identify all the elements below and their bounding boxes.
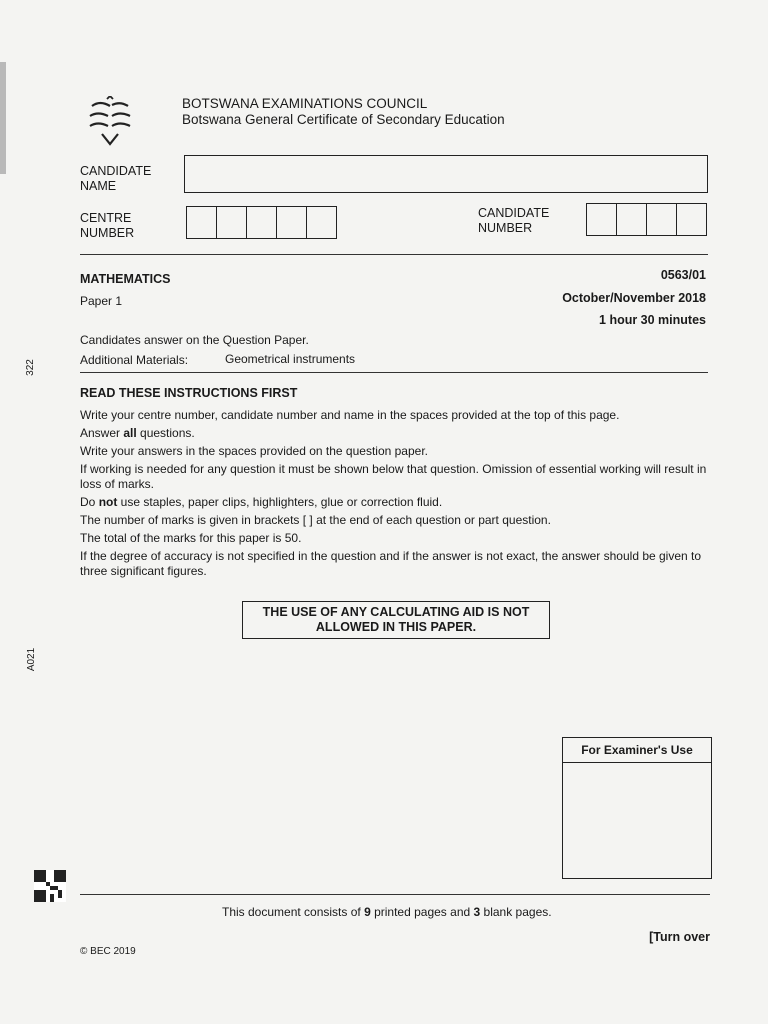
divider [80,372,708,373]
candidate-name-label: CANDIDATE NAME [80,164,152,193]
certificate-name: Botswana General Certificate of Secondary Education [182,112,505,127]
instruction-item: Write your answers in the spaces provided on the question paper. [80,444,428,458]
centre-number-field[interactable] [186,206,337,239]
paper-number: Paper 1 [80,294,123,308]
exam-duration: 1 hour 30 minutes [599,313,706,327]
bec-logo-icon [86,96,134,148]
materials-label: Additional Materials: [80,353,189,367]
centre-number-cell[interactable] [307,207,336,238]
candidate-number-label: CANDIDATE NUMBER [478,206,550,235]
candidate-number-cell[interactable] [617,204,647,235]
divider [80,254,708,255]
qr-code-icon [34,870,66,902]
candidate-name-field[interactable] [184,155,708,193]
centre-number-cell[interactable] [187,207,217,238]
calculator-notice: THE USE OF ANY CALCULATING AID IS NOT ALLOWED IN THIS PAPER. [242,601,550,639]
copyright: © BEC 2019 [80,946,136,957]
header-block [182,96,505,128]
footer-divider [80,894,710,895]
instructions-list [80,408,710,582]
turn-over: [Turn over [649,930,710,944]
examiner-use-title: For Examiner's Use [563,738,711,763]
instruction-item: Write your centre number, candidate number and name in the spaces provided at the top of this page. [80,408,620,422]
scan-edge-mark [0,62,6,174]
examiner-use-box [562,737,712,879]
margin-code-bottom: A021 [26,647,38,672]
centre-number-label: CENTRE NUMBER [80,211,135,240]
subject-title: MATHEMATICS [80,272,171,286]
candidate-number-field[interactable] [586,203,707,236]
centre-number-cell[interactable] [247,207,277,238]
instruction-item: Do not use staples, paper clips, highlighters, glue or correction fluid. [80,495,443,509]
paper-code: 0563/01 [660,268,706,282]
answer-note: Candidates answer on the Question Paper. [80,333,309,347]
instruction-item: The total of the marks for this paper is 50. [80,531,302,545]
council-name: BOTSWANA EXAMINATIONS COUNCIL [182,96,428,111]
candidate-number-cell[interactable] [647,204,677,235]
page-count-note: This document consists of 9 printed pages and 3 blank pages. [222,905,552,919]
instruction-item: The number of marks is given in brackets [ ] at the end of each question or part question. [80,513,551,527]
candidate-number-cell[interactable] [587,204,617,235]
materials-value: Geometrical instruments [225,352,356,366]
centre-number-cell[interactable] [277,207,307,238]
instruction-item: Answer all questions. [80,426,195,440]
instruction-item: If the degree of accuracy is not specified in the question and if the answer is not exact, the answer should be given to three significant figures. [80,549,702,578]
margin-code-top: 322 [24,359,36,376]
candidate-number-cell[interactable] [677,204,706,235]
instructions-heading: READ THESE INSTRUCTIONS FIRST [80,386,298,400]
instruction-item: If working is needed for any question it must be shown below that question. Omission of essential working will result in loss of marks. [80,462,707,491]
exam-session: October/November 2018 [562,291,706,305]
centre-number-cell[interactable] [217,207,247,238]
